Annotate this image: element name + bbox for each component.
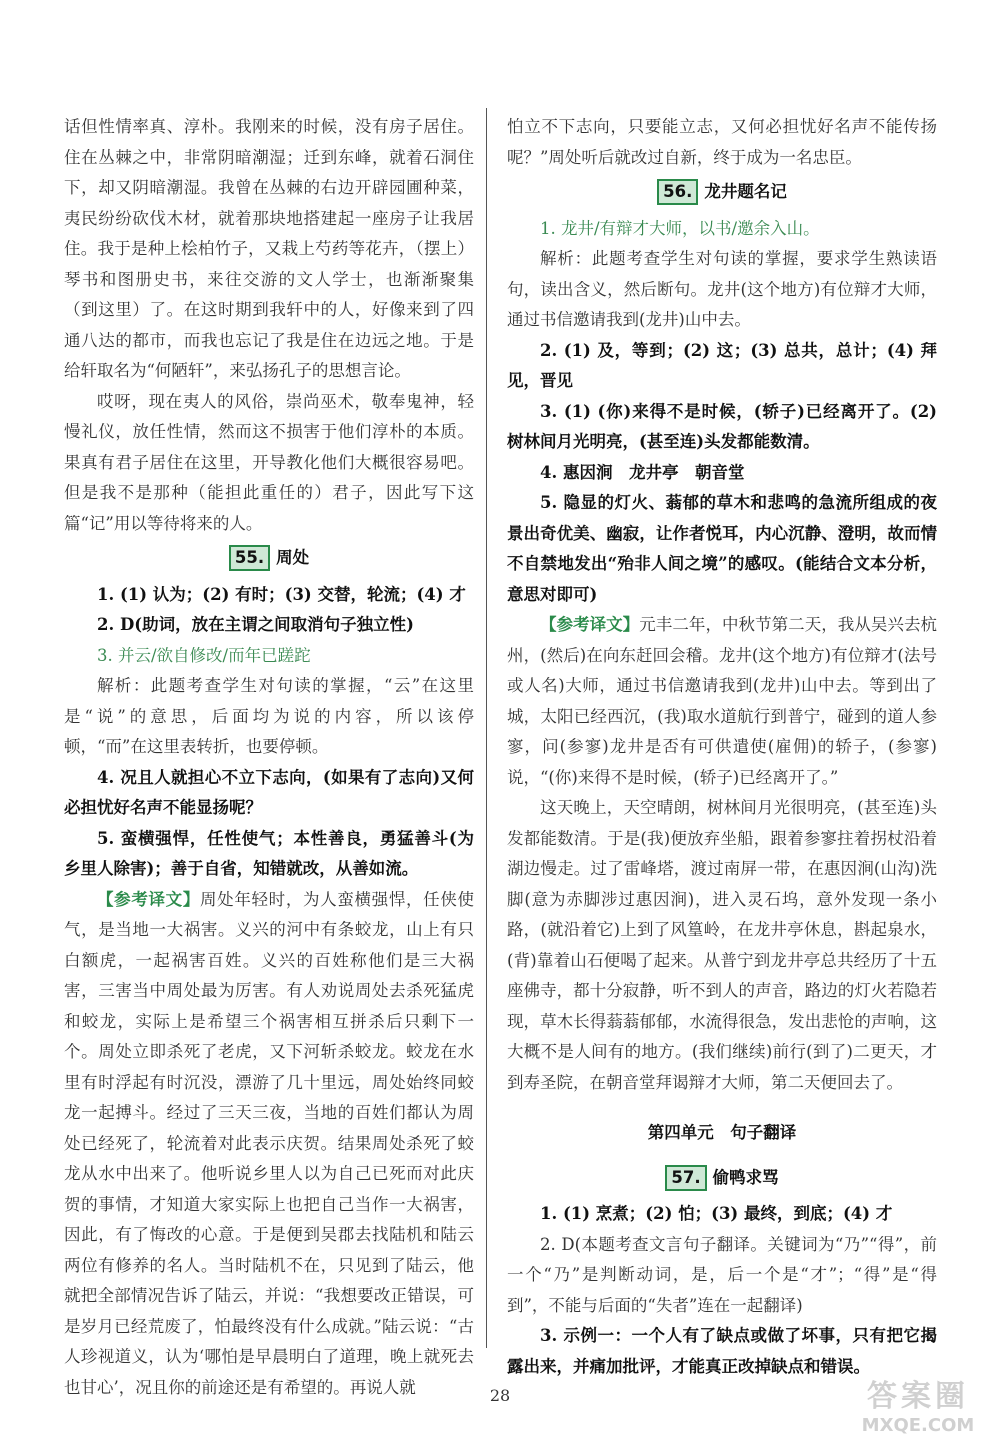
answer-55-2: 2. D(助词，放在主谓之间取消句子独立性) [97,615,414,634]
answer-55-1: 1. (1) 认为；(2) 有时；(3) 交替，轮流；(4) 才 [97,584,466,604]
left-paragraph-1: 话但性情率真、淳朴。我刚来的时候，没有房子居住。住在丛棘之中，非常阴暗潮湿；迁到东峰，就着石洞住下，却又阴暗潮湿。我曾在丛棘的右边开辟园圃种菜，夷民纷纷砍伐木材，就着那块地搭建起一座房子让我居住。我于是种上桧柏竹子，又栽上芍药等花卉，（摆上）琴书和图册史书，来往交游的文人学士，也渐渐聚集（到这里）了。在这时期到我轩中的人，好像来到了四通八达的都市，而我也忘记了我是住在边远之地。于是给轩取名为“何陋轩”，来弘扬孔子的思想言论。 [64,117,474,380]
column-divider [486,108,487,1348]
left-column [64,112,474,1403]
answer-56-1: 1. 龙井/有辩才大师，以书/邀余入山。 [540,218,820,238]
translation-text-56: 元丰二年，中秋节第二天，我从吴兴去杭州，(然后)在向东赶回会稽。龙井(这个地方)有位辩才(法号或人名)大师，通过书信邀请我到(龙井)山中去。等到出了城，太阳已经西沉，(我)取水道航行到普宁，碰到的道人参寥，问(参寥)龙井是否有可供遣使(雇佣)的轿子，(参寥)说，“(你)来得不是时候，(轿子)已经离开了。” [507,615,938,787]
answer-57-1: 1. (1) 烹煮；(2) 怕；(3) 最终，到底；(4) 才 [540,1204,893,1223]
section-title-56: 龙井题名记 [704,182,787,201]
translation-56 [507,610,937,793]
section-title-57: 偷鸭求骂 [712,1167,779,1187]
watermark-logo [848,1371,988,1436]
section-number-57: 57. [665,1165,706,1191]
answer-55-5: 5. 蛮横强悍，任性使气；本性善良，勇猛善斗(为乡里人除害)；善于自省，知错就改，从善如流。 [64,828,474,878]
answer-57-3: 3. 示例一：一个人有了缺点或做了坏事，只有把它揭露出来，并痛加批评，才能真正改掉缺点和错误。 [507,1326,937,1376]
unit-heading: 第四单元 句子翻译 [647,1123,797,1142]
section-heading-55 [64,543,474,574]
answer-56-2: 2. (1) 及，等到；(2) 这；(3) 总共，总计；(4) 拜见，晋见 [507,340,937,390]
answer-57-2: 2. D(本题考查文言句子翻译。关键词为“乃”“得”，前一个“乃”是判断动词，是，后一个是“才”；“得”是“得到”，不能与后面的“失者”连在一起翻译) [507,1234,937,1315]
page-number: 28 [489,1386,511,1405]
section-number-55: 55. [229,545,270,571]
section-title-55: 周处 [276,548,310,567]
section-number-56: 56. [657,179,698,205]
answer-56-5: 5. 隐显的灯火、蓊郁的草木和悲鸣的急流所组成的夜景出奇优美、幽寂，让作者悦耳，内心沉静、澄明，故而情不自禁地发出“殆非人间之境”的感叹。(能结合文本分析，意思对即可) [507,493,937,604]
answer-56-4: 4. 惠因涧 龙井亭 朝音堂 [540,462,745,482]
right-column [507,112,937,1382]
analysis-55-3: 解析：此题考查学生对句读的掌握，“云”在这里是“说”的意思，后面均为说的内容，所以该停顿，“而”在这里表转折，也要停顿。 [64,676,474,756]
left-paragraph-2: 哎呀，现在夷人的风俗，崇尚巫术，敬奉鬼神，轻慢礼仪，放任性情，然而这不损害于他们淳朴的本质。果真有君子居住在这里，开导教化他们大概很容易吧。但是我不是那种（能担此重任的）君子，因此写下这篇“记”用以等待将来的人。 [64,391,474,533]
right-paragraph-1: 怕立不下志向，只要能立志，又何必担忧好名声不能传扬呢？”周处听后就改过自新，终于成为一名忠臣。 [507,117,937,167]
translation-55 [64,885,474,1404]
translation-label-55: 【参考译文】 [97,889,200,909]
watermark-line-2: MXQE.COM [861,1415,975,1436]
translation-text-55: 周处年轻时，为人蛮横强悍，任侠使气，是当地一大祸害。义兴的河中有条蛟龙，山上有只白额虎，一起祸害百姓。义兴的百姓称他们是三大祸害，三害当中周处最为厉害。有人劝说周处去杀死猛虎和蛟龙，实际上是希望三个祸害相互拼杀后只剩下一个。周处立即杀死了老虎，又下河斩杀蛟龙。蛟龙在水里有时浮起有时沉没，漂游了几十里远，周处始终同蛟龙一起搏斗。经过了三天三夜，当地的百姓们都认为周处已经死了，轮流着对此表示庆贺。结果周处杀死了蛟龙从水中出来了。他听说乡里人以为自己已死而对此庆贺的事情，才知道大家实际上也把自己当作一大祸害，因此，有了悔改的心意。于是便到吴郡去找陆机和陆云两位有修养的名人。当时陆机不在，只见到了陆云，他就把全部情况告诉了陆云，并说：“我想要改正错误，可是岁月已经荒废了，怕最终没有什么成就。”陆云说：“古人珍视道义，认为‘哪怕是早晨明白了道理，晚上就死去也甘心’，况且你的前途还是有希望的。再说人就 [64,889,475,1397]
section-heading-57 [507,1163,937,1194]
watermark-line-1: 答案圈 [867,1379,969,1414]
answer-56-3: 3. (1) (你)来得不是时候，(轿子)已经离开了。(2) 树林间月光明亮，(甚至连)头发都能数清。 [507,401,937,451]
translation-label-56: 【参考译文】 [540,615,640,634]
section-heading-56 [507,177,937,208]
answer-55-3: 3. 并云/欲自修改/而年已蹉跎 [97,645,311,665]
right-paragraph-2: 这天晚上，天空晴朗，树林间月光很明亮，(甚至连)头发都能数清。于是(我)便放弃坐船，跟着参寥拄着拐杖沿着湖边慢走。过了雷峰塔，渡过南屏一带，在惠因涧(山沟)洗脚(意为赤脚涉过惠因涧)，进入灵石坞，意外发现一条小路，(就沿着它)上到了风篁岭，在龙井亭休息，斟起泉水，(背)靠着山石便喝了起来。从普宁到龙井亭总共经历了十五座佛寺，都十分寂静，听不到人的声音，路边的灯火若隐若现，草木长得蓊蓊郁郁，水流得很急，发出悲怆的声响，这大概不是人间有的地方。(我们继续)前行(到了)二更天，才到寿圣院，在朝音堂拜谒辩才大师，第二天便回去了。 [507,798,937,1092]
answer-55-4: 4. 况且人就担心不立下志向，(如果有了志向)又何必担忧好名声不能显扬呢？ [64,767,474,817]
analysis-56-1: 解析：此题考查学生对句读的掌握，要求学生熟读语句，读出含义，然后断句。龙井(这个地方)有位辩才大师，通过书信邀请我到(龙井)山中去。 [507,249,937,329]
